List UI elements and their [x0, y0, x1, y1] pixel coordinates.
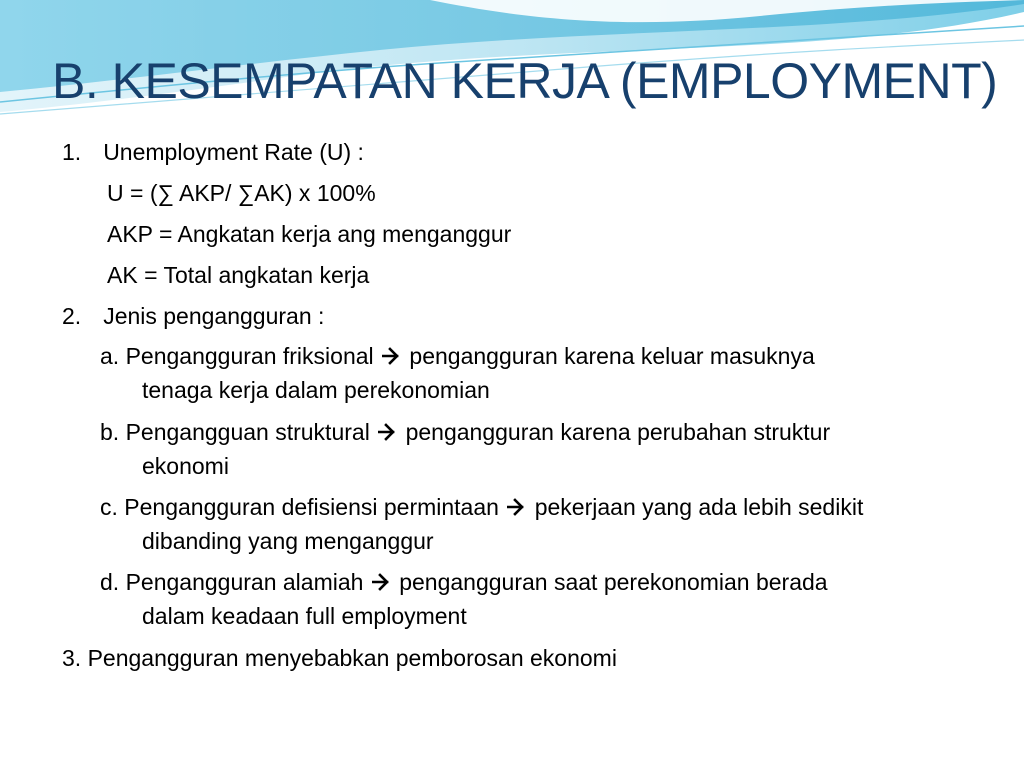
sub-item-d-label: d. Pengangguran alamiah: [100, 569, 364, 595]
right-arrow-icon: [378, 422, 396, 442]
sub-item-a: [100, 341, 815, 371]
sub-item-d-desc: pengangguran saat perekonomian berada: [399, 569, 828, 595]
slide-title: B. KESEMPATAN KERJA (EMPLOYMENT): [52, 53, 998, 109]
item-1-text: Unemployment Rate (U) :: [103, 139, 364, 165]
right-arrow-icon: [382, 346, 400, 366]
sub-item-d: [100, 567, 828, 597]
item-1-number: 1.: [62, 139, 82, 165]
sub-item-d-cont: dalam keadaan full employment: [142, 603, 467, 629]
sub-item-c-cont: dibanding yang menganggur: [142, 528, 434, 554]
list-item-3: 3. Pengangguran menyebabkan pemborosan ekonomi: [62, 645, 617, 671]
sub-item-b: [100, 417, 830, 447]
ak-definition: AK = Total angkatan kerja: [107, 262, 370, 288]
item-2-number: 2.: [62, 303, 82, 329]
sub-item-c: [100, 492, 863, 522]
right-arrow-icon: [372, 572, 390, 592]
list-item-2: [62, 301, 324, 331]
item-2-text: Jenis pengangguran :: [103, 303, 325, 329]
right-arrow-icon: [507, 497, 525, 517]
sub-item-b-desc: pengangguran karena perubahan struktur: [405, 419, 831, 445]
sub-item-c-desc: pekerjaan yang ada lebih sedikit: [534, 494, 864, 520]
sub-item-a-label: a. Pengangguran friksional: [100, 343, 374, 369]
sub-item-a-cont: tenaga kerja dalam perekonomian: [142, 377, 490, 403]
list-item-1: [62, 137, 364, 167]
sub-item-c-label: c. Pengangguran defisiensi permintaan: [100, 494, 499, 520]
formula-line: U = (∑ AKP/ ∑AK) x 100%: [107, 180, 376, 206]
sub-item-b-label: b. Pengangguan struktural: [100, 419, 370, 445]
akp-definition: AKP = Angkatan kerja ang menganggur: [107, 221, 512, 247]
sub-item-a-desc: pengangguran karena keluar masuknya: [409, 343, 815, 369]
sub-item-b-cont: ekonomi: [142, 453, 229, 479]
